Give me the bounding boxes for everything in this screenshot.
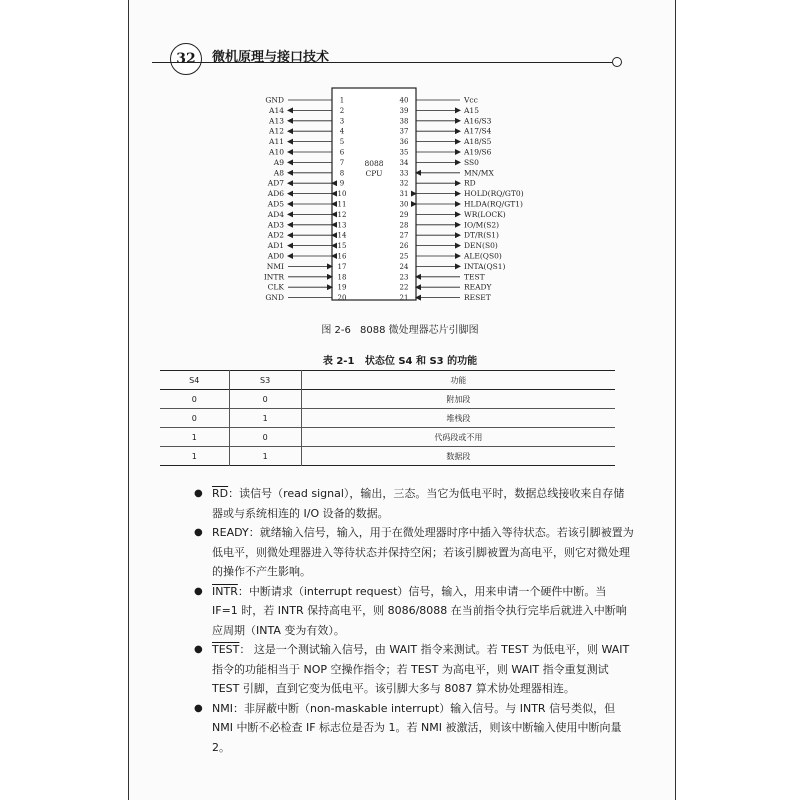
right-pin-label: A18/S5 <box>464 137 492 147</box>
left-pin-label: NMI <box>266 261 284 271</box>
left-pin-number: 16 <box>337 252 347 261</box>
left-pin-number: 13 <box>337 221 347 230</box>
list-item <box>194 640 634 699</box>
left-pin-number: 10 <box>337 190 347 199</box>
left-pin-label: AD6 <box>267 189 284 199</box>
left-pin-label: GND <box>265 293 284 303</box>
left-pin-label: AD3 <box>267 220 284 230</box>
table-row <box>160 447 615 466</box>
left-pin-number: 12 <box>337 210 347 219</box>
signal-term: NMI <box>212 701 233 715</box>
left-pin-label: A11 <box>269 137 284 147</box>
right-pin-number: 21 <box>399 294 409 303</box>
page-number-badge: 32 <box>170 43 202 75</box>
right-pin-number: 25 <box>399 252 409 261</box>
table-row <box>160 390 615 409</box>
right-pin-number: 37 <box>399 127 409 136</box>
right-pin-label: TEST <box>464 272 485 282</box>
signal-description: ：读信号（read signal），输出，三态。当它为低电平时，数据总线接收来自存储器或与系统相连的 I/O 设备的数据。 <box>212 487 625 520</box>
signal-description-list <box>194 484 634 757</box>
list-item <box>194 523 634 582</box>
left-pin-label: A10 <box>269 147 284 157</box>
table-cell: 代码段或不用 <box>434 432 483 442</box>
left-pin-label: AD7 <box>267 178 284 188</box>
right-pin-label: ALE(QS0) <box>464 251 502 261</box>
right-pin-number: 26 <box>399 242 409 251</box>
right-pin-label: A17/S4 <box>464 126 492 136</box>
left-pin-label: A13 <box>269 116 284 126</box>
left-pin-number: 18 <box>337 273 347 282</box>
right-pin-label: DEN(S0) <box>464 241 498 251</box>
signal-description: ：中断请求（interrupt request）信号，输入，用来申请一个硬件中断。当 IF=1 时，若 INTR 保持高电平，则 8086/8088 在当前指令执行完毕后就进入中断响应周期（INTA 变为有效）。 <box>212 584 627 637</box>
signal-term: READY <box>212 526 249 539</box>
left-pin-label: CLK <box>267 282 284 292</box>
left-pin-number: 6 <box>339 148 345 157</box>
table-header-s3: S3 <box>229 371 301 390</box>
table-cell: 0 <box>160 409 229 428</box>
left-pin-label: A12 <box>269 126 284 136</box>
left-pin-label: GND <box>265 95 284 105</box>
left-pin-number: 5 <box>339 138 345 147</box>
right-pin-number: 33 <box>399 169 409 178</box>
table-cell: 附加段 <box>446 394 471 404</box>
table-cell: 1 <box>229 409 301 428</box>
right-pin-number: 30 <box>399 200 409 209</box>
left-pin-number: 15 <box>337 242 347 251</box>
right-pin-label: RD <box>464 178 476 188</box>
signal-description: ：非屏蔽中断（non-maskable interrupt）输入信号。与 INTR 信号类似，但 NMI 中断不必检查 IF 标志位是否为 1。若 NMI 被激活，则该中断输入使用中断向量 2。 <box>212 701 622 754</box>
table-cell: 1 <box>160 428 229 447</box>
chip-name-line2: CPU <box>365 169 383 178</box>
table-row <box>160 409 615 428</box>
right-pin-number: 39 <box>399 106 409 115</box>
list-item <box>194 699 634 758</box>
left-pin-label: AD0 <box>267 251 284 261</box>
right-pin-number: 38 <box>399 117 409 126</box>
table-header-row <box>160 371 615 390</box>
signal-description: ： 这是一个测试输入信号，由 WAIT 指令来测试。若 TEST 为低电平，则 WAIT 指令的功能相当于 NOP 空操作指令；若 TEST 为高电平，则 WAIT 指令重复测试 TEST 引脚，直到它变为低电平。该引脚大多与 8087 算术协处理器相连。 <box>212 643 630 695</box>
right-pin-number: 40 <box>399 96 409 105</box>
left-pin-label: AD4 <box>267 209 284 219</box>
right-pin-number: 27 <box>399 231 409 240</box>
table-cell: 堆栈段 <box>446 413 471 423</box>
right-pin-number: 23 <box>399 273 409 282</box>
left-pin-number: 2 <box>339 106 345 115</box>
left-pin-label: INTR <box>263 272 284 282</box>
left-pin-label: A8 <box>273 168 284 178</box>
table-cell: 0 <box>160 390 229 409</box>
left-pin-number: 20 <box>337 294 347 303</box>
chip-name-line1: 8088 <box>364 159 384 168</box>
right-pin-label: DT/R(S1) <box>464 230 499 240</box>
table-cell: 0 <box>229 390 301 409</box>
table-caption-text: 状态位 S4 和 S3 的功能 <box>364 356 478 367</box>
table-number: 表 2-1 <box>322 356 355 367</box>
right-pin-label: A19/S6 <box>464 147 492 157</box>
right-pin-number: 31 <box>399 190 409 199</box>
signal-description: ：就绪输入信号，输入，用于在微处理器时序中插入等待状态。若该引脚被置为低电平，则微处理器进入等待状态并保持空闲；若该引脚被置为高电平，则它对微处理的操作不产生影响。 <box>212 526 634 578</box>
figure-number: 图 2-6 <box>321 325 351 336</box>
right-pin-label: READY <box>464 282 492 292</box>
right-pin-label: RESET <box>464 293 491 303</box>
right-pin-number: 35 <box>399 148 409 157</box>
signal-term: $\overline{RD}$ <box>212 487 229 500</box>
right-pin-label: MN/MX <box>464 168 494 178</box>
right-pin-label: A15 <box>464 105 479 115</box>
left-pin-number: 19 <box>337 283 347 292</box>
left-pin-number: 8 <box>339 169 345 178</box>
right-pin-number: 34 <box>399 158 409 167</box>
right-pin-number: 29 <box>399 210 409 219</box>
chip-pinout-diagram <box>0 0 800 320</box>
list-item <box>194 582 634 641</box>
right-pin-number: 22 <box>399 283 409 292</box>
right-pin-label: SS0 <box>464 157 479 167</box>
left-pin-number: 17 <box>337 262 347 271</box>
left-pin-label: A9 <box>273 157 284 167</box>
table-header-function: 功能 <box>450 375 467 385</box>
table-header-s4: S4 <box>160 371 229 390</box>
signal-term: TEST <box>212 643 240 656</box>
left-pin-number: 11 <box>337 200 347 209</box>
left-pin-number: 9 <box>339 179 345 188</box>
left-pin-number: 4 <box>339 127 345 136</box>
right-pin-label: IO/M(S2) <box>464 220 500 230</box>
right-pin-label: A16/S3 <box>464 116 492 126</box>
left-pin-number: 7 <box>339 158 345 167</box>
table-cell: 1 <box>229 447 301 466</box>
table-caption <box>0 352 800 367</box>
left-pin-label: AD2 <box>267 230 284 240</box>
table-row <box>160 428 615 447</box>
left-pin-number: 14 <box>337 231 347 240</box>
right-pin-label: INTA(QS1) <box>464 261 506 271</box>
right-pin-number: 28 <box>399 221 409 230</box>
table-cell: 数据段 <box>446 451 471 461</box>
right-pin-number: 36 <box>399 138 409 147</box>
right-pin-number: 24 <box>399 262 409 271</box>
table-cell: 1 <box>160 447 229 466</box>
figure-caption <box>0 321 800 336</box>
left-pin-label: AD1 <box>267 241 284 251</box>
left-pin-label: AD5 <box>267 199 284 209</box>
right-pin-number: 32 <box>399 179 409 188</box>
figure-caption-text: 8088 微处理器芯片引脚图 <box>360 325 479 336</box>
right-pin-label: HOLD(RQ/GT0) <box>464 189 524 199</box>
left-pin-number: 1 <box>339 96 345 105</box>
running-header-title: 微机原理与接口技术 <box>212 50 330 65</box>
right-pin-label: HLDA(RQ/GT1) <box>464 199 523 209</box>
signal-term: INTR <box>212 584 238 598</box>
table-cell: 0 <box>229 428 301 447</box>
left-pin-number: 3 <box>339 117 345 126</box>
status-bits-table <box>160 370 615 466</box>
right-pin-label: WR(LOCK) <box>464 209 506 219</box>
list-item <box>194 484 634 523</box>
left-pin-label: A14 <box>269 105 284 115</box>
right-pin-label: Vcc <box>464 95 478 105</box>
